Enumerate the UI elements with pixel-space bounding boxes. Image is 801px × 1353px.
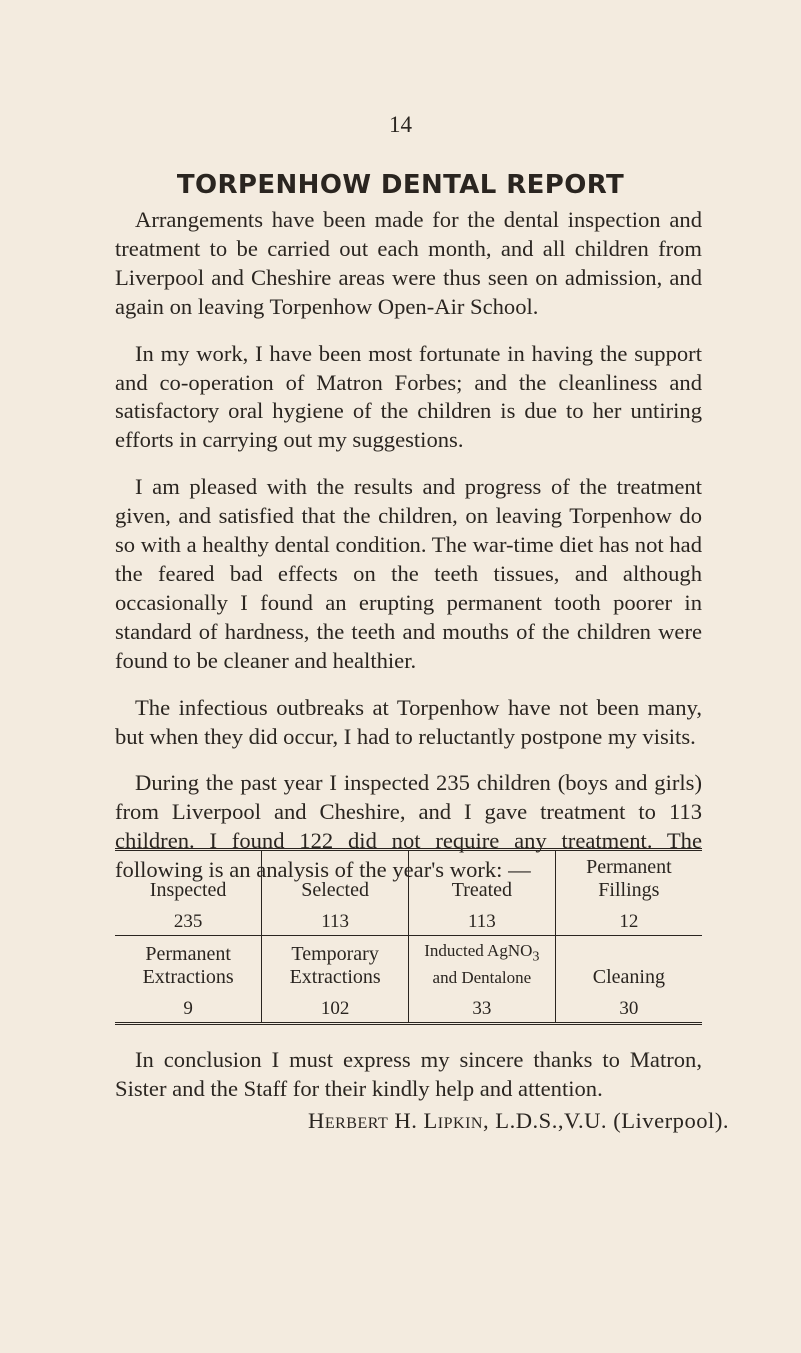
table-row <box>115 850 702 936</box>
paragraph-results: I am pleased with the results and progress of the treatment given, and satisfied that the children, on leaving Torpenhow do so with a healthy dental condition. The war-time diet has not had the feared bad effects on the teeth tissues, and although occasionally I found an erupting permanent tooth poorer in standard of hardness, the teeth and mouths of the children were found to be cleaner and healthier. <box>115 474 702 673</box>
table-cell-temporary-extractions <box>262 936 409 1024</box>
signature <box>308 1108 729 1134</box>
table-row <box>115 936 702 1024</box>
table-cell-treated <box>409 850 556 936</box>
cell-value: 9 <box>183 998 193 1020</box>
paragraph-support: In my work, I have been most fortunate in having the support and co-operation of Matron Forbes; and the cleanliness and satisfactory oral hygiene of the children is due to her untiring efforts in carrying out my suggestions. <box>115 340 702 453</box>
cell-label: Treated <box>451 879 513 901</box>
analysis-table <box>115 848 702 1025</box>
subscript: 3 <box>532 948 540 965</box>
cell-value: 235 <box>173 911 203 932</box>
cell-label: Permanent Extractions <box>142 943 234 989</box>
table-cell-cleaning <box>555 936 702 1024</box>
cell-label: Selected <box>301 879 369 901</box>
table-cell-permanent-extractions <box>115 936 262 1024</box>
cell-label: Cleaning <box>592 966 665 989</box>
cell-value: 113 <box>467 911 496 932</box>
paragraph-arrangements: Arrangements have been made for the dental inspection and treatment to be carried out each month, and all children from Liverpool and Cheshire areas were thus seen on admission, and again on leaving Torpenhow Open-Air School. <box>115 207 702 319</box>
signature-name: Herbert H. Lipkin <box>308 1108 483 1133</box>
label-part-a: Inducted AgNO <box>424 941 533 960</box>
cell-value: 12 <box>619 911 639 932</box>
table-cell-inspected <box>115 850 262 936</box>
cell-label <box>411 940 553 989</box>
report-body <box>115 206 702 903</box>
cell-label: Inspected <box>149 879 227 901</box>
signature-credentials: , L.D.S.,V.U. (Liverpool). <box>482 1108 729 1133</box>
paragraph-outbreaks: The infectious outbreaks at Torpenhow have not been many, but when they did occur, I had to reluctantly postpone my visits. <box>115 694 702 749</box>
cell-value: 30 <box>619 998 639 1020</box>
cell-value: 113 <box>321 911 350 932</box>
paragraph-inspection-summary: During the past year I inspected 235 children (boys and girls) from Liverpool and Cheshire, and I gave treatment to 113 children. I found 122 did not require any treatment. The following is an analysis of the year's work: — <box>115 770 702 883</box>
cell-value: 33 <box>472 998 492 1020</box>
closing-paragraph: In conclusion I must express my sincere thanks to Matron, Sister and the Staff for their kindly help and attention. <box>115 1047 702 1101</box>
table-cell-permanent-fillings <box>555 850 702 936</box>
label-part-b: and Dentalone <box>432 968 532 988</box>
report-title: TORPENHOW DENTAL REPORT <box>176 170 625 200</box>
cell-label: Permanent Fillings <box>586 856 672 901</box>
page-number: 14 <box>389 112 412 137</box>
table-cell-inducted-agno3 <box>409 936 556 1024</box>
cell-value: 102 <box>320 998 350 1020</box>
table-cell-selected <box>262 850 409 936</box>
cell-label: Temporary Extractions <box>289 943 381 989</box>
